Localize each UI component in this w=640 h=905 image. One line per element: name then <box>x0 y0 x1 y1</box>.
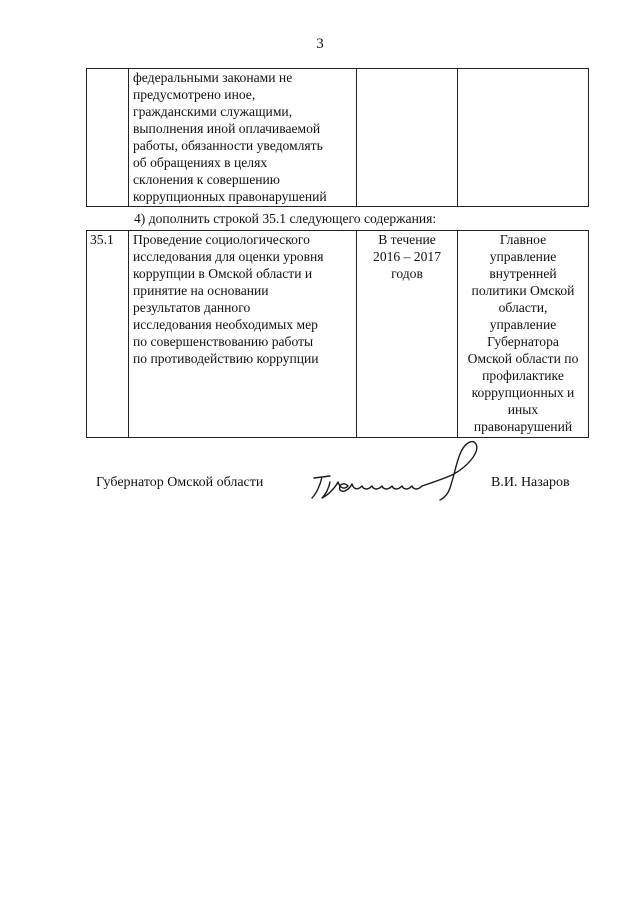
text-line: исследования для оценки уровня <box>133 249 324 264</box>
measure-description-cell <box>129 231 357 438</box>
text-line: работы, обязанности уведомлять <box>133 138 323 153</box>
executor-line: Омской области по <box>467 351 579 366</box>
term-line: В течение <box>378 232 436 247</box>
row-number-cell: 35.1 <box>87 231 129 438</box>
measures-table-continuation <box>86 68 589 207</box>
text-line: склонения к совершению <box>133 172 280 187</box>
executor-line: коррупционных и <box>471 385 575 400</box>
text-line: принятие на основании <box>133 283 269 298</box>
text-line: гражданскими служащими, <box>133 104 293 119</box>
term-cell <box>357 231 458 438</box>
text-line: предусмотрено иное, <box>133 87 256 102</box>
term-line: годов <box>391 266 423 281</box>
text-line: по совершенствованию работы <box>133 334 314 349</box>
text-line: Проведение социологического <box>133 232 310 247</box>
executor-line: политики Омской <box>471 283 575 298</box>
term-cell <box>357 69 458 207</box>
text-line: федеральными законами не <box>133 70 293 85</box>
executor-line: внутренней <box>489 266 557 281</box>
text-line: выполнения иной оплачиваемой <box>133 121 321 136</box>
signatory-position: Губернатор Омской области <box>96 475 264 490</box>
executor-line: иных <box>507 402 539 417</box>
text-line: исследования необходимых мер <box>133 317 318 332</box>
executor-line: управление <box>489 317 557 332</box>
measure-description-cell <box>129 69 357 207</box>
executor-cell <box>458 231 589 438</box>
text-line: по противодействию коррупции <box>133 351 319 366</box>
addition-note: 4) дополнить строкой 35.1 следующего содержания: <box>134 211 437 226</box>
signatory-name: В.И. Назаров <box>491 475 570 490</box>
measures-table-new-row <box>86 230 589 438</box>
term-line: 2016 – 2017 <box>373 249 441 264</box>
table-row <box>87 69 589 207</box>
row-number-cell <box>87 69 129 207</box>
executor-line: профилактике <box>482 368 564 383</box>
handwritten-signature <box>300 434 500 514</box>
executor-cell <box>458 69 589 207</box>
text-line: об обращениях в целях <box>133 155 268 170</box>
text-line: результатов данного <box>133 300 251 315</box>
executor-line: Главное <box>499 232 547 247</box>
table-row <box>87 231 589 438</box>
page-number: 3 <box>316 36 324 52</box>
executor-line: области, <box>498 300 548 315</box>
executor-line: правонарушений <box>473 419 573 434</box>
executor-line: управление <box>489 249 557 264</box>
text-line: коррупционных правонарушений <box>133 189 327 204</box>
text-line: коррупции в Омской области и <box>133 266 313 281</box>
executor-line: Губернатора <box>487 334 559 349</box>
